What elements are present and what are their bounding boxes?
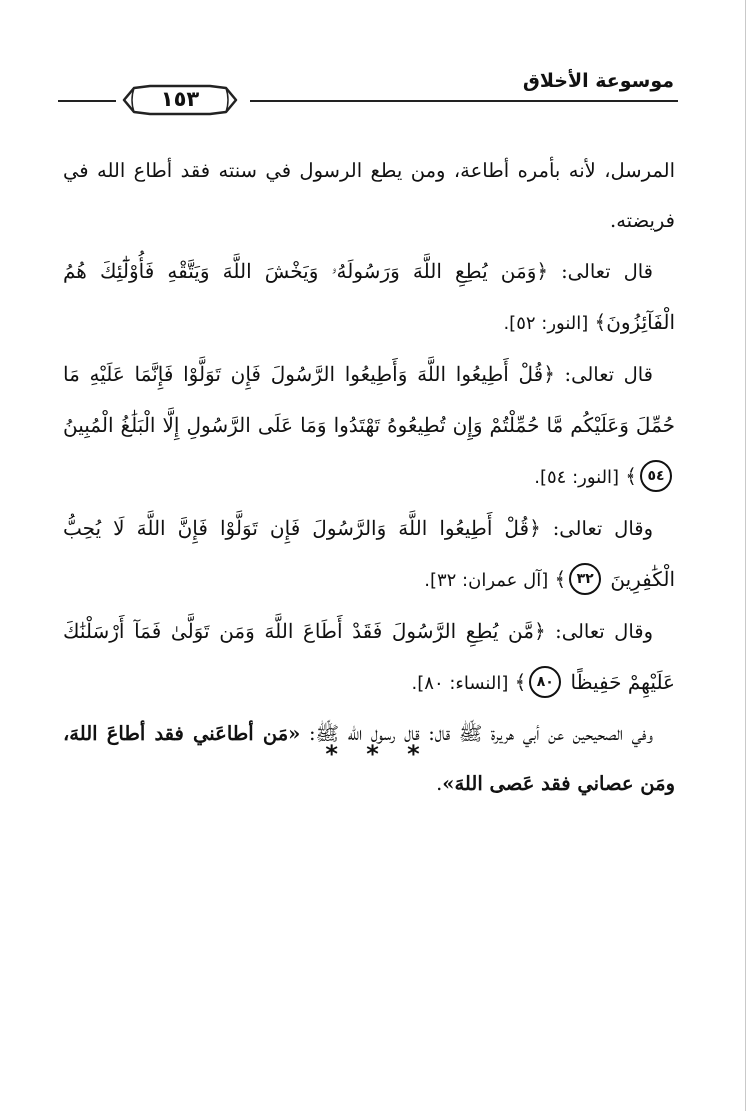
verse-reference: [النور: ٥٤]. bbox=[534, 467, 620, 488]
paragraph-verse bbox=[63, 503, 675, 606]
verse-reference: [النساء: ٨٠]. bbox=[411, 673, 509, 694]
verse-open-bracket: ﴿ bbox=[543, 362, 555, 386]
ayah-number-mark: ٥٤ bbox=[640, 460, 672, 492]
page-number-frame bbox=[120, 82, 240, 118]
header-rule bbox=[250, 100, 678, 102]
section-separator: * * * bbox=[325, 740, 430, 768]
paragraph-verse bbox=[63, 349, 675, 503]
page-edge bbox=[745, 0, 746, 1111]
paragraph bbox=[63, 146, 675, 246]
hadith-intro: وفي الصحيحين عن أبي هريرة ﷺ قال: قال رسول الله ﷺ: bbox=[308, 722, 653, 745]
ayah-number-mark: ٣٢ bbox=[569, 563, 601, 595]
verse-close-bracket: ﴾ bbox=[554, 567, 567, 591]
ayah-number-mark: ٨٠ bbox=[529, 666, 561, 698]
paragraph-text: المرسل، لأنه بأمره أطاعة، ومن يطع الرسول في سنته فقد أطاع الله في فريضته. bbox=[63, 159, 675, 232]
verse-close-bracket: ﴾ bbox=[625, 464, 637, 488]
quran-verse: قُلْ أَطِيعُوا اللَّهَ وَالرَّسُولَ فَإِن تَوَلَّوْا فَإِنَّ اللَّهَ لَا يُحِبُّ الْكَٰفِرِينَ bbox=[63, 516, 675, 591]
header-rule-short bbox=[58, 100, 116, 102]
page-header bbox=[58, 64, 678, 114]
hadith-text: «مَن أطاعَني فقد أطاعَ اللهَ، ومَن عصاني فقد عَصى اللهَ» bbox=[63, 722, 675, 795]
verse-open-bracket: ﴿ bbox=[533, 619, 546, 643]
page-body bbox=[63, 146, 675, 809]
verse-open-bracket: ﴿ bbox=[529, 516, 541, 540]
book-title: موسوعة الأخلاق bbox=[522, 70, 674, 92]
verse-open-bracket: ﴿ bbox=[536, 259, 549, 283]
verse-intro: وقال تعالى: bbox=[552, 517, 653, 540]
verse-close-bracket: ﴾ bbox=[514, 670, 527, 694]
verse-reference: [النور: ٥٢]. bbox=[503, 313, 589, 334]
quran-verse: مَّن يُطِعِ الرَّسُولَ فَقَدْ أَطَاعَ اللَّهَ وَمَن تَوَلَّىٰ فَمَآ أَرْسَلْنَٰكَ عَلَيْهِمْ حَفِيظًا bbox=[63, 619, 675, 694]
verse-close-bracket: ﴾ bbox=[594, 310, 607, 334]
page-number: ١٥٣ bbox=[160, 87, 200, 111]
verse-reference: [آل عمران: ٣٢]. bbox=[424, 570, 549, 591]
quran-verse: وَمَن يُطِعِ اللَّهَ وَرَسُولَهُۥ وَيَخْشَ اللَّهَ وَيَتَّقْهِ فَأُوْلَٰٓئِكَ هُمُ الْفَآئِزُونَ bbox=[63, 259, 675, 334]
verse-intro: قال تعالى: bbox=[561, 260, 654, 283]
verse-intro: قال تعالى: bbox=[564, 363, 654, 386]
paragraph-verse bbox=[63, 606, 675, 709]
paragraph-verse bbox=[63, 246, 675, 349]
hadith-end: . bbox=[436, 772, 443, 795]
verse-intro: وقال تعالى: bbox=[555, 620, 653, 643]
quran-verse: قُلْ أَطِيعُوا اللَّهَ وَأَطِيعُوا الرَّسُولَ فَإِن تَوَلَّوْا فَإِنَّمَا عَلَيْهِ مَا حُمِّلَ وَعَلَيْكُم مَّا حُمِّلْتُمْ وَإِن تُطِيعُوهُ تَهْتَدُوا وَمَا عَلَى الرَّسُولِ إِلَّا الْبَلَٰغُ الْمُبِينُ bbox=[63, 362, 675, 437]
